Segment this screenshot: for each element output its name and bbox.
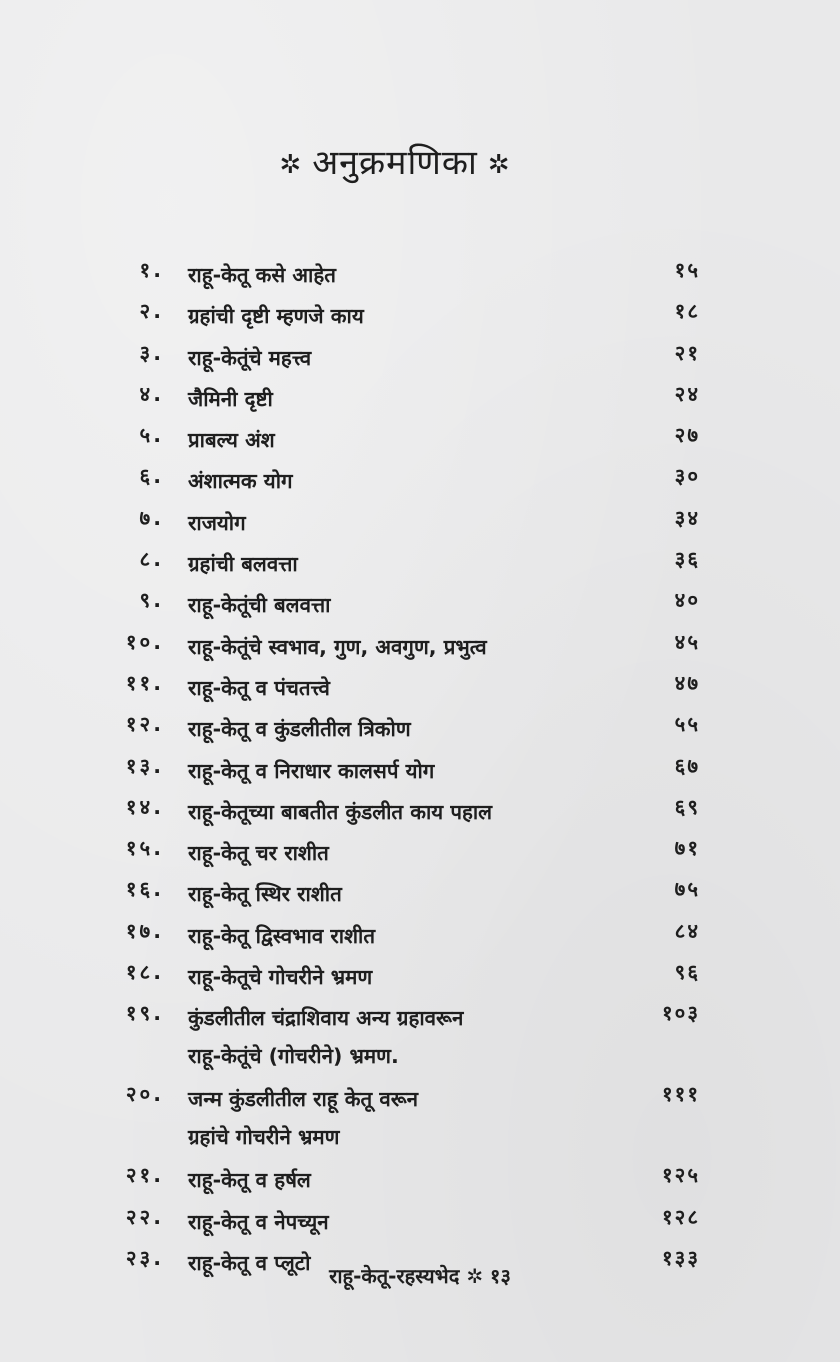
toc-entry-page: १८	[674, 299, 700, 324]
toc-entry	[0, 911, 840, 952]
toc-entry-number: ३.	[139, 340, 164, 365]
toc-entry-title-line: राहू-केतू व निराधार कालसर्प योग	[188, 758, 435, 783]
toc-entry-title	[188, 297, 364, 335]
toc-entry-page: ८४	[674, 918, 700, 943]
toc-entry-title	[188, 586, 330, 624]
toc-entry	[0, 622, 840, 663]
toc-entry-title	[188, 628, 487, 666]
toc-entry-title-line: जैमिनी दृष्टी	[188, 386, 273, 411]
toc-entry-page: १३३	[662, 1245, 700, 1270]
toc-entry-title-line: राहू-केतूंचे (गोचरीने) भ्रमण.	[188, 1044, 399, 1069]
toc-entry-title	[188, 793, 492, 831]
toc-entry-title-line: राहू-केतूंचे महत्त्व	[188, 345, 312, 370]
asterisk-icon: ✲	[487, 149, 511, 180]
toc-entry-title	[188, 875, 342, 913]
toc-entry-title-line: राहू-केतूचे गोचरीने भ्रमण	[188, 965, 373, 990]
toc-entry-page: ४०	[674, 588, 700, 613]
toc-entry-number: २.	[139, 299, 164, 324]
toc-entry	[0, 374, 840, 415]
toc-entry-page: १११	[662, 1082, 700, 1107]
toc-entry-title	[188, 958, 372, 996]
toc-entry-title	[188, 545, 298, 583]
toc-entry-page: ७५	[674, 877, 700, 902]
toc-entry-title-line: राहू-केतू व कुंडलीतील त्रिकोण	[188, 717, 411, 742]
toc-entry-title	[188, 504, 246, 542]
toc-entry	[0, 787, 840, 828]
toc-entry-title	[188, 380, 273, 418]
toc-entry	[0, 704, 840, 745]
toc-entry	[0, 869, 840, 910]
toc-entry-page: १२८	[662, 1204, 700, 1229]
toc-entry-page: २७	[674, 423, 700, 448]
table-of-contents	[0, 250, 840, 1279]
toc-entry-number: २१.	[125, 1163, 164, 1188]
toc-entry-number: २०.	[125, 1082, 164, 1107]
toc-entry-page: १२५	[662, 1163, 700, 1188]
toc-entry-number: १७.	[125, 918, 164, 943]
toc-entry-title-line: राहू-केतू व पंचतत्त्वे	[188, 675, 330, 700]
toc-entry	[0, 663, 840, 704]
toc-entry-title	[188, 421, 275, 459]
toc-entry-title-line: कुंडलीतील चंद्राशिवाय अन्य ग्रहावरून	[188, 1006, 464, 1031]
toc-entry-number: ११.	[125, 670, 164, 695]
toc-entry-page: ९६	[674, 960, 700, 985]
toc-entry-title-line: ग्रहांची दृष्टी म्हणजे काय	[188, 304, 364, 329]
toc-entry-number: ८.	[139, 547, 164, 572]
toc-entry-page: ५५	[674, 712, 700, 737]
toc-entry-number: ६.	[139, 464, 164, 489]
page-title-text: अनुक्रमणिका	[312, 143, 478, 183]
toc-entry	[0, 580, 840, 621]
toc-entry	[0, 539, 840, 580]
toc-entry-page: ४७	[674, 670, 700, 695]
page-footer	[0, 1262, 840, 1289]
asterisk-icon: ✲	[466, 1264, 484, 1288]
toc-entry-number: १०.	[125, 629, 164, 654]
toc-entry-number: १४.	[125, 794, 164, 819]
toc-entry-title	[188, 1080, 418, 1156]
toc-entry-title	[188, 339, 311, 377]
toc-entry	[0, 1155, 840, 1196]
toc-entry-title	[188, 462, 293, 500]
toc-entry-page: ३६	[674, 547, 700, 572]
toc-entry-title-line: राहू-केतूंचे स्वभाव, गुण, अवगुण, प्रभुत्व	[188, 634, 487, 659]
toc-entry-number: ४.	[139, 381, 164, 406]
toc-entry-number: ७.	[139, 505, 164, 530]
toc-entry-title-line: राहू-केतू कसे आहेत	[188, 263, 336, 287]
toc-entry	[0, 456, 840, 497]
toc-entry-page: २४	[674, 381, 700, 406]
toc-entry-page: ३४	[674, 505, 700, 530]
toc-entry-page: ४५	[674, 629, 700, 654]
toc-entry	[0, 828, 840, 869]
asterisk-icon: ✲	[279, 149, 303, 180]
toc-entry-title-line: ग्रहांची बलवत्ता	[188, 552, 298, 577]
toc-entry-title	[188, 917, 375, 955]
toc-entry-number: १२.	[125, 712, 164, 737]
toc-entry-page: २१	[674, 340, 700, 365]
toc-entry-title-line: प्राबल्य अंश	[188, 428, 275, 453]
toc-entry	[0, 498, 840, 539]
toc-entry-page: १५	[674, 258, 700, 282]
page-number: १३	[490, 1264, 511, 1288]
toc-entry-number: ५.	[139, 423, 164, 448]
toc-entry-title-line: राहू-केतू व हर्षल	[188, 1168, 311, 1193]
toc-entry-title	[188, 1161, 311, 1199]
toc-entry	[0, 291, 840, 332]
toc-entry	[0, 333, 840, 374]
toc-entry-title	[188, 999, 463, 1075]
toc-entry	[0, 952, 840, 993]
toc-entry-title	[188, 1203, 329, 1241]
toc-entry-number: १३.	[125, 753, 164, 778]
toc-entry	[0, 993, 840, 1074]
toc-entry	[0, 1074, 840, 1155]
toc-entry-title	[188, 834, 329, 872]
toc-entry-number: २३.	[125, 1245, 164, 1270]
toc-entry-number: १८.	[125, 960, 164, 985]
toc-entry-title-line: राहू-केतू व प्लूटो	[188, 1250, 311, 1275]
toc-entry-title-line: राहू-केतू व नेपच्यून	[188, 1209, 329, 1234]
toc-entry-title	[188, 752, 434, 790]
toc-entry-number: १६.	[125, 877, 164, 902]
toc-entry-title-line: राहू-केतूंची बलवत्ता	[188, 593, 331, 618]
toc-entry-number: १५.	[125, 836, 164, 861]
toc-entry-page: ६७	[674, 753, 700, 778]
toc-entry-number: ९.	[139, 588, 164, 613]
toc-entry-page: ७१	[674, 836, 700, 861]
toc-entry-number: १९.	[125, 1001, 164, 1026]
toc-entry-page: १०३	[662, 1001, 700, 1026]
toc-entry-title-line: राहू-केतू चर राशीत	[188, 841, 329, 866]
toc-entry-page: ३०	[674, 464, 700, 489]
page-title	[0, 138, 790, 184]
toc-entry-title	[188, 256, 336, 294]
toc-entry-title-line: राजयोग	[188, 510, 246, 535]
toc-entry-title-line: जन्म कुंडलीतील राहू केतू वरून	[188, 1087, 419, 1112]
toc-entry-number: १.	[139, 258, 164, 282]
toc-entry-title-line: राहू-केतू द्विस्वभाव राशीत	[188, 923, 376, 948]
toc-entry	[0, 746, 840, 787]
toc-entry-number: २२.	[125, 1204, 164, 1229]
toc-entry-title-line: ग्रहांचे गोचरीने भ्रमण	[188, 1125, 340, 1150]
toc-entry-title-line: राहू-केतू स्थिर राशीत	[188, 882, 342, 907]
toc-entry-title-line: अंशात्मक योग	[188, 469, 293, 494]
toc-entry-title	[188, 669, 330, 707]
toc-entry	[0, 250, 840, 291]
toc-entry-title	[188, 710, 411, 748]
running-title: राहू-केतू-रहस्यभेद	[329, 1264, 460, 1288]
toc-entry	[0, 1197, 840, 1238]
toc-entry	[0, 415, 840, 456]
toc-entry-page: ६९	[674, 794, 700, 819]
toc-entry-title-line: राहू-केतूच्या बाबतीत कुंडलीत काय पहाल	[188, 799, 493, 824]
